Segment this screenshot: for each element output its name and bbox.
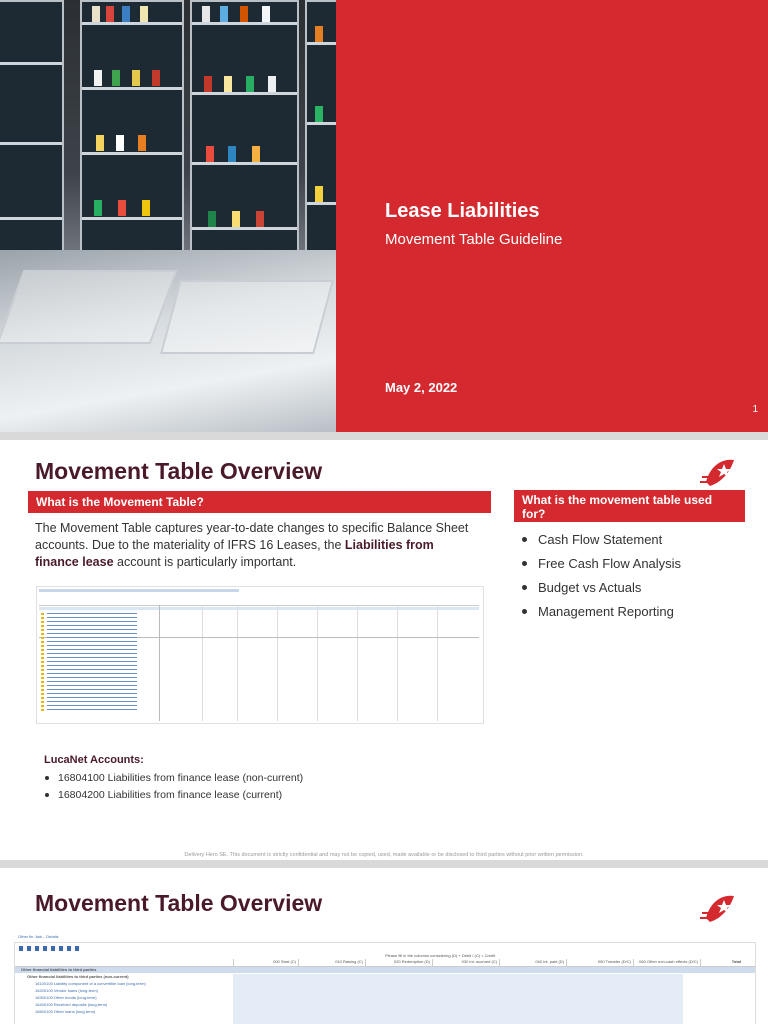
accounts-title: LucaNet Accounts: xyxy=(44,754,144,766)
table-row: 16300100 Other bonds (long-term) xyxy=(35,995,97,1000)
slide-date: May 2, 2022 xyxy=(385,380,458,395)
table-caption: Please fill in the columns considering (D) + Debit / (C) = Credit xyxy=(385,953,496,958)
overview-slide xyxy=(0,440,768,860)
delivery-hero-logo-icon xyxy=(700,452,740,492)
list-item: Free Cash Flow Analysis xyxy=(520,556,681,571)
overview-slide-detail xyxy=(0,868,768,1024)
list-item: Cash Flow Statement xyxy=(520,532,681,547)
table-header: 000 Start (C) 010 Raising (C) 020 Redemption (D) 030 Int. accrued (C) 040 Int. paid (D) 050 Transfer (D/C) 060 Other non-cash effects (D/C) Total xyxy=(15,959,755,967)
movement-table-screenshot xyxy=(36,586,484,724)
table-row: 16200100 Vendor loans (long-term) xyxy=(35,988,98,993)
list-item: Management Reporting xyxy=(520,604,681,619)
confidentiality-footer: Delivery Hero SE. This document is strictly confidential and may not be copied, used, made available or be disclosed to third parties without prior written permission. xyxy=(184,852,584,858)
list-item: 16804200 Liabilities from finance lease (current) xyxy=(44,789,303,801)
slide-subtitle: Movement Table Guideline xyxy=(385,231,563,248)
movement-table xyxy=(14,942,756,1024)
table-row: 16400100 Received deposits (long-term) xyxy=(35,1002,108,1007)
table-row: Other financial liabilities to third parties (non-current) xyxy=(27,974,129,979)
table-row: Other financial liabilities to third parties xyxy=(15,967,755,973)
uses-list xyxy=(520,532,681,628)
page-title: Movement Table Overview xyxy=(35,890,323,916)
title-slide xyxy=(0,0,768,432)
section-bar: What is the Movement Table? xyxy=(28,491,491,513)
table-row: 16100100 Liability component of a convertible loan (long-term) xyxy=(35,981,146,986)
intro-paragraph: The Movement Table captures year-to-date changes to specific Balance Sheet accounts. Due to the materiality of IFRS 16 Leases, the Liabilities from finance lease account is particularly important. xyxy=(35,521,469,569)
section-bar: What is the movement table used for? xyxy=(514,490,745,522)
delivery-hero-logo-icon xyxy=(700,888,740,928)
list-item: Budget vs Actuals xyxy=(520,580,681,595)
list-item: 16804100 Liabilities from finance lease (non-current) xyxy=(44,772,303,784)
breadcrumb[interactable]: Other fin. liab... Details xyxy=(18,934,59,939)
freezer-chest xyxy=(0,250,336,432)
accounts-list xyxy=(44,772,303,806)
supermarket-photo xyxy=(0,0,336,432)
toolbar-icons xyxy=(19,946,79,951)
page-title: Movement Table Overview xyxy=(35,458,323,484)
title-panel xyxy=(336,0,768,432)
page-number: 1 xyxy=(752,404,758,415)
input-cells[interactable] xyxy=(233,974,683,1024)
table-row: 16600100 Other loans (long-term) xyxy=(35,1009,96,1014)
slide-title: Lease Liabilities xyxy=(385,200,540,222)
